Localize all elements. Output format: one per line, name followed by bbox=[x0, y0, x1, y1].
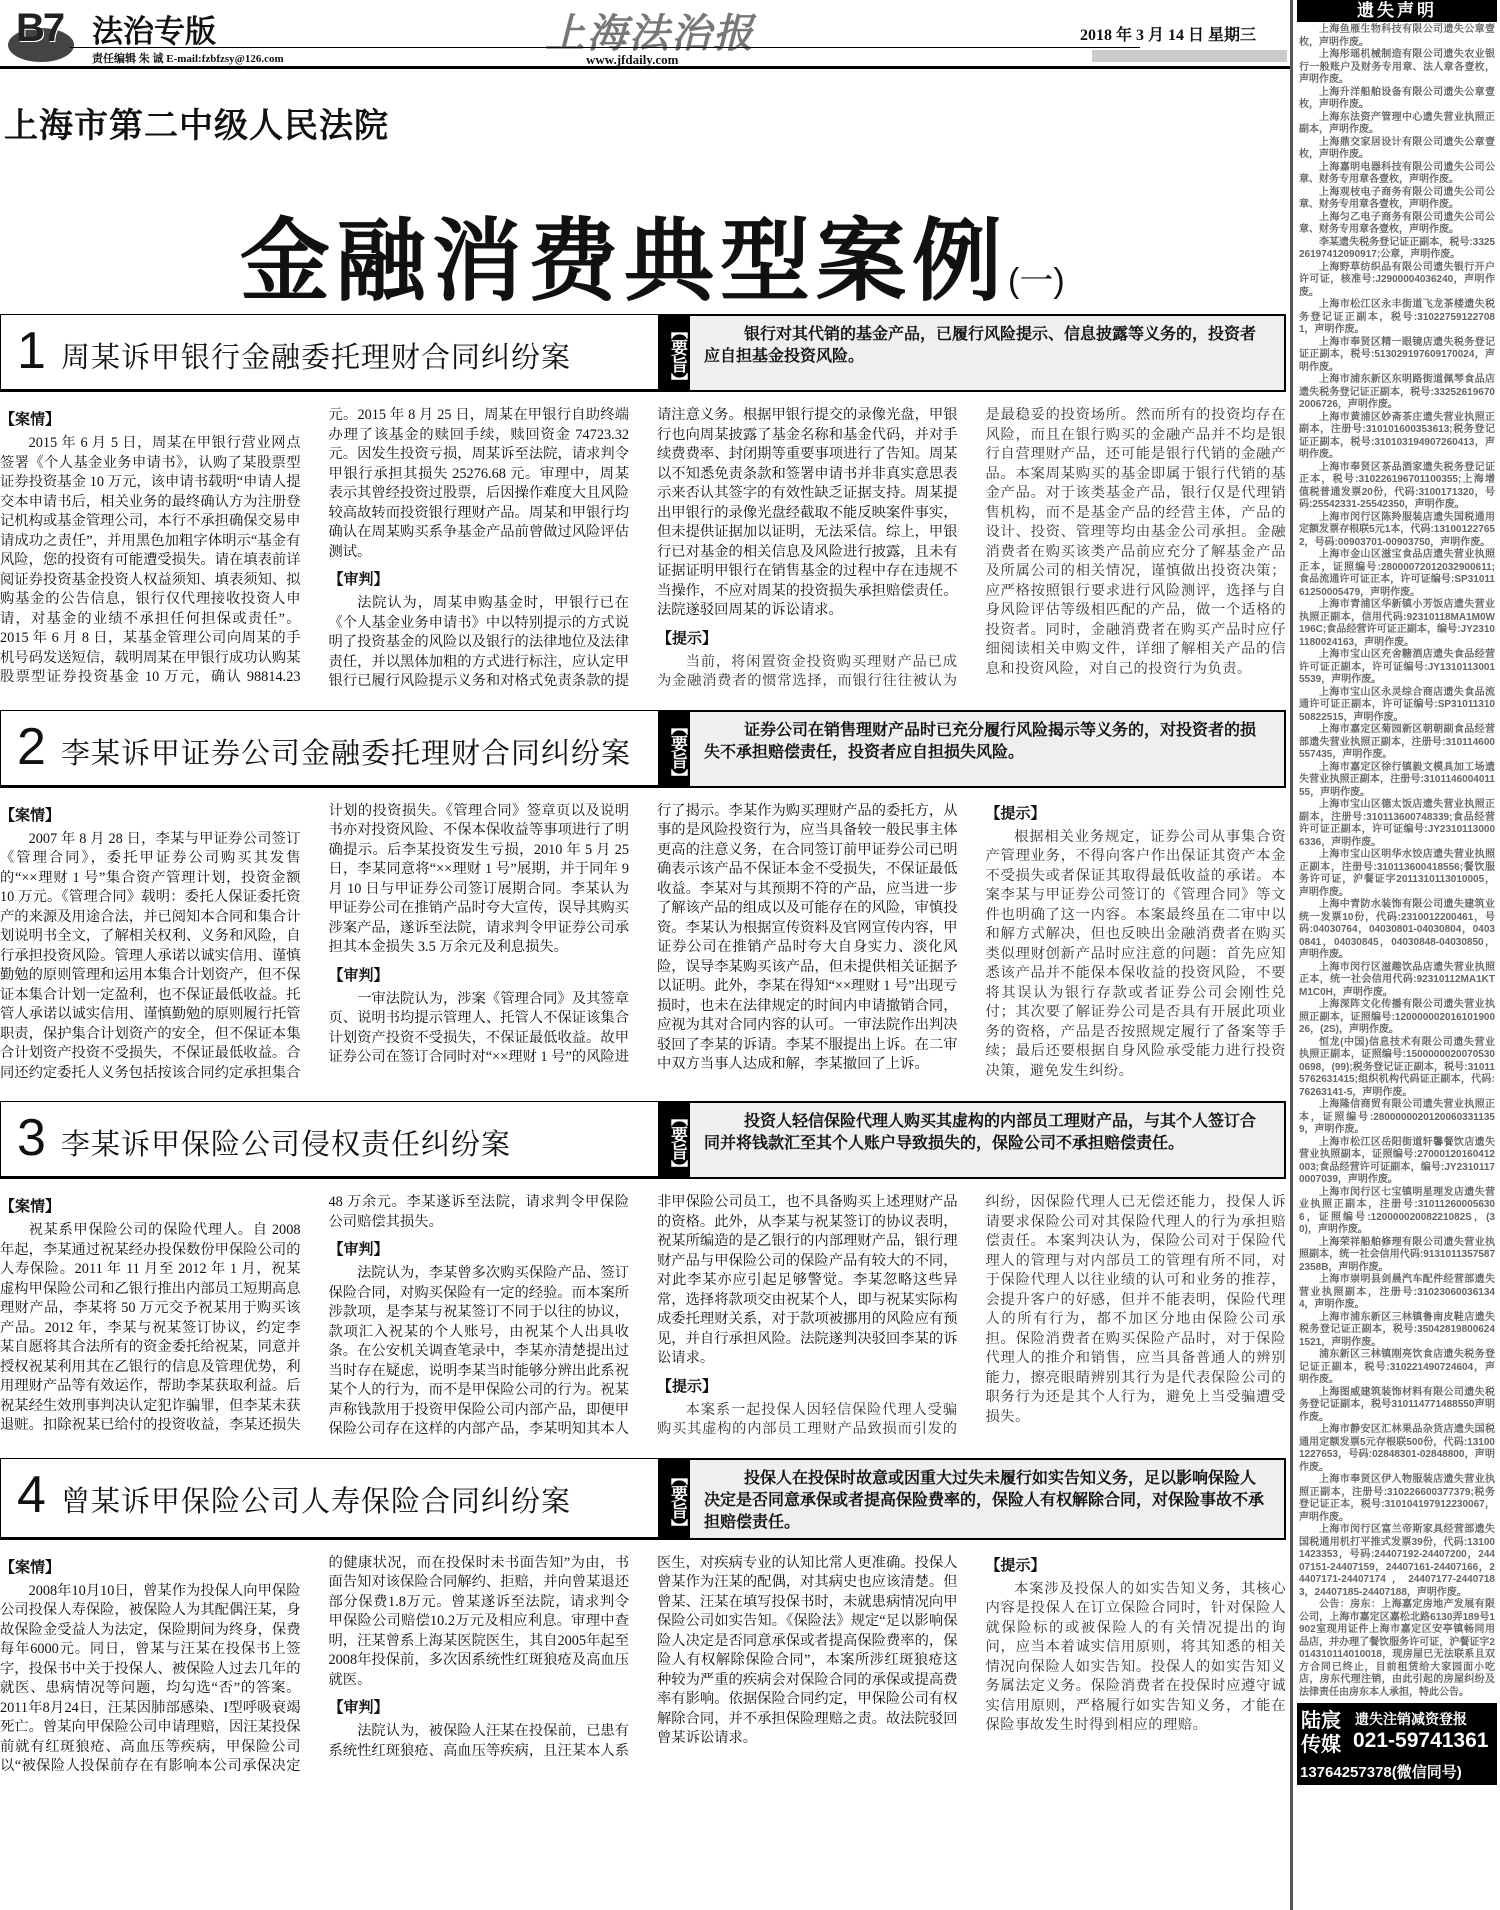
decorative-bar bbox=[1092, 50, 1287, 62]
case-article bbox=[0, 1101, 1286, 1440]
masthead bbox=[0, 0, 1290, 70]
judgment-text: 法院认为，李某曾多次购买保险产品、签订保险合同，对购买保险有一定的经验。而本案所涉款项，是李某与祝某签订不同于以往的协议，款项汇入祝某的个人账号，由祝某个人出具收条。在公安机关调查笔录中，李某亦清楚提出过当时存在疑虑，说明李某当时能够分辨出此系祝某个人的行为，而不是甲保险公司的行为。祝某声称钱款用于投资甲保险公司内部产品，即便甲保险公司存在这样的内部产品，李某明知其本人非甲保险公司员工，也不具备购买上述理财产品的资格。此外，从李某与祝某签订的协议表明，祝某所编造的是乙银行的内部理财产品，银行理财产品与甲保险公司的保险产品有较大的不同，对此李某亦应引起足够警觉。李某忽略这些异常，选择将款项交由祝某个人，即与祝某实际构成委托理财关系，对于款项被挪用的风险应有预见，并自行承担风险。法院遂判决驳回李某的诉讼请求。 bbox=[328, 1194, 958, 1437]
lost-notice-item: 上海市宝山区充舍糖酒店遗失食品经营许可证正副本，许可证编号:JY13101130015539，声明作废。 bbox=[1299, 649, 1495, 685]
judgment-text: 法院认为，周某申购基金时，甲银行已在《个人基金业务申请书》中以特别提示的方式说明了投资基金的风险以及银行的法律地位及法律责任，并以黑体加粗的方式进行标注，应认定甲银行已履行风险提示义务和对格式免责条款的提请注意义务。根据甲银行提交的录像光盘，甲银行也向周某披露了基金名称和基金代码，并对手续费费率、封闭期等重要事项进行了告知。周某以不知悉免责条款和签署申请书并非真实意思表示来否认其签字的有效性缺乏证据支持。周某提出甲银行的录像光盘经截取不能反映案件事实，但未提供证据加以证明，无法采信。综上，甲银行已对基金的相关信息及风险进行披露，且未有证据证明甲银行在销售基金的过程中存在违规不当操作，不应对周某的投资损失承担赔偿责任。法院遂驳回周某的诉讼请求。 bbox=[328, 407, 958, 689]
gist-label: 【要旨】 bbox=[660, 1460, 690, 1538]
case-number: 3 bbox=[17, 1109, 46, 1167]
newspaper-logo: 上海法治报 bbox=[545, 11, 755, 56]
judgment-text: 法院认为，被保险人汪某在投保前，已患有系统性红斑狼疮、高血压等疾病，且汪某本人系医生，对疾病专业的认知比常人更准确。投保人曾某作为汪某的配偶，对其病史也应该清楚。但曾某、汪某在填写投保书时，未就患病情况向甲保险公司如实告知。《保险法》规定“足以影响保险人决定是否同意承保或者提高保险费率的，保险人有权解除保险合同”，本案所涉红斑狼疮这种较为严重的疾病会对保险合同的承保或提高费率有影响。依据保险合同约定，甲保险公司有权解除合同，并不承担保险理赔之责。故法院驳回曾某诉讼请求。 bbox=[328, 1554, 958, 1759]
tip-heading: 【提示】 bbox=[657, 629, 718, 647]
lost-notice-item: 浦东新区三林镇刚亮饮食店遗失税务登记证正副本，税号:310221490724604，声明作废。 bbox=[1299, 1349, 1495, 1385]
lost-notice-item: 上海荣祥船舶修理有限公司遗失营业执照副本，统一社会信用代码:91310113575872358B，声明作废。 bbox=[1299, 1236, 1495, 1273]
tip-text: 本案涉及投保人的如实告知义务，其核心内容是投保人在订立保险合同时，针对保险人就保险标的或被保险人的有关情况提出的询问，应当本着诚实信用原则，将其知悉的相关情况向保险人如实告知。投保人的如实告知义务属法定义务。保险消费者在投保时应遵守诚实信用原则，严格履行如实告知义务，才能在保险事故发生时得到相应的理赔。 bbox=[985, 1580, 1286, 1733]
cases-container bbox=[0, 314, 1286, 1795]
case-number: 4 bbox=[17, 1465, 46, 1524]
case-gist-box bbox=[658, 710, 1286, 788]
page-number-logo: B7 bbox=[6, 6, 76, 62]
case-article bbox=[0, 314, 1286, 692]
gist-text: 银行对其代销的基金产品，已履行风险提示、信息披露等义务的，投资者应自担基金投资风险。 bbox=[704, 326, 1257, 365]
tip-heading: 【提示】 bbox=[985, 1556, 1046, 1574]
lost-notice-item: 上海市嘉定区徐行镇毅文模具加工场遗失营业执照正副本，注册号:310114600401155，声明作废。 bbox=[1299, 761, 1495, 798]
title-part: (一) bbox=[1008, 262, 1065, 300]
lost-notice-item: 上海中青防水装饰有限公司遗失建筑业统一发票10份，代码:2310012200461，号码:04030764，04030801-04030804，04030841，04030845，04030848-04030850，声明作废。 bbox=[1299, 899, 1495, 960]
court-name: 上海市第二中级人民法院 bbox=[4, 108, 389, 145]
facts-heading: 【案情】 bbox=[0, 1558, 61, 1576]
website-link[interactable]: www.jfdaily.com bbox=[586, 52, 679, 67]
gist-text: 证券公司在销售理财产品时已充分履行风险揭示等义务的，对投资者的损失不承担赔偿责任，投资者应自担损失风险。 bbox=[704, 721, 1257, 761]
lost-notice-item: 上海市奉贤区伊人物服装店遗失营业执照正副本，注册号:310226600377379;税务登记证正本，税号:310104197912230067，声明作废。 bbox=[1299, 1474, 1495, 1523]
case-title: 李某诉甲证券公司金融委托理财合同纠纷案 bbox=[61, 737, 632, 770]
tip-text: 根据相关业务规定，证券公司从事集合资产管理业务，不得向客户作出保证其资产本金不受损失或者保证其取得最低收益的承诺。本案李某与甲证券公司签订的《管理合同》等文件也明确了这一内容。本案最终虽在二审中以和解方式解决，但也反映出金融消费者在购买类似理财创新产品时应注意的问题：首先应知悉该产品并不能保本保收益的投资风险，不要将其误认为银行存款或者证券公司会刚性兑付；其次要了解证券公司是否具有开展此项业务的资格，产品是否按照规定履行了备案等手续；最后还要根据自身风险承受能力进行投资决策，避免发生纠纷。 bbox=[985, 828, 1286, 1079]
lost-notice-item: 上海匀乙电子商务有限公司遗失公司公章、财务专用章各壹枚，声明作废。 bbox=[1299, 211, 1495, 235]
gist-label: 【要旨】 bbox=[660, 316, 690, 390]
lost-notice-item: 上海市奉贤区精一眼镜店遗失税务登记证正副本，税号:513029197609170024，声明作废。 bbox=[1299, 336, 1495, 373]
lost-notice-item: 上海市崇明县剑晨汽车配件经营部遗失营业执照副本，注册号:310230600361344，声明作废。 bbox=[1299, 1274, 1495, 1310]
case-article bbox=[0, 1458, 1286, 1777]
divider bbox=[0, 66, 1290, 69]
gist-label: 【要旨】 bbox=[660, 1103, 690, 1177]
lost-notice-header: 遗失声明 bbox=[1297, 0, 1497, 22]
facts-text: 2008年10月10日，曾某作为投保人向甲保险公司投保人寿保险，被保险人为其配偶汪某，身故保险金受益人为法定，保险期间为终身，保费每年6000元。同日，曾某与汪某在投保书上签字，投保书中关于投保人、被保险人过去几年的就医、患病情况等问题，均勾选“否”的答案。2011年8月24日，汪某因肺部感染、I型呼吸衰竭死亡。曾某向甲保险公司申请理赔，因汪某投保前就有红斑狼疮、高血压等疾病，甲保险公司以“被保险人投保前存在有影响本公司承保决定的健康状况，而在投保时未书面告知”为由，书面告知对该保险合同解约、拒赔，并向曾某退还部分保费1.8万元。曾某遂诉至法院，请求判令甲保险公司赔偿10.2万元及相应利息。审理中查明，汪某曾系上海某医院医生，其自2005年起至2008年投保前，多次因系统性红斑狼疮及高血压就医。 bbox=[0, 1554, 629, 1774]
lost-notice-item: 公告：房东：上海嘉定房地产发展有限公司，上海市嘉定区嘉松北路6130弄189号1902室现用证件上海市嘉定区安亭镇畅同用品店，并办理了餐饮服务许可证，沪餐证字2014310114010018，现房屋已无法联系且双方合同已终止，目前租赁给大家园面小吃店，房东代理注销，由此引起的房屋纠纷及法律责任由房东本人承担，特此公告。 bbox=[1299, 1599, 1495, 1698]
lost-notice-item: 上海市青浦区华新镇小芳饭店遗失营业执照正副本，信用代码:92310118MA1M0W196C;食品经营许可证正副本，编号:JY23101180024163，声明作废。 bbox=[1299, 599, 1495, 648]
lost-notice-item: 上海市闵行区七宝镇明星理发店遗失营业执照正副本，注册号:310112600056306，证照编号:12000002008221082S，(30)，声明作废。 bbox=[1299, 1186, 1495, 1235]
gist-label: 【要旨】 bbox=[660, 712, 690, 786]
ad-brand: 陆宸传媒 bbox=[1301, 1710, 1341, 1756]
case-gist-box bbox=[658, 314, 1286, 392]
lost-notice-item: 上海市静安区汇林果品杂货店遗失国税通用定额发票5元存根联500份，代码:131001227653，号码:02848301-02848800，声明作废。 bbox=[1299, 1424, 1495, 1473]
lost-notice-item: 上海图威建筑装饰材料有限公司遗失税务登记证副本，税号310114771488550声明作废。 bbox=[1299, 1386, 1495, 1423]
judgment-text: 一审法院认为，涉案《管理合同》及其签章页、说明书均提示管理人、托管人不保证该集合计划资产投资不受损失，不保证最低收益。故甲证券公司在签订合同时对“××理财 1 号”的风险进行了揭示。李某作为购买理财产品的委托方，从事的是风险投资行为，应当具备较一般民事主体更高的注意义务，在合同签订前甲证券公司已明确表示该产品不保证本金不受损失，不保证最低收益。李某对与其预期不符的产品，应当进一步了解该产品的组成以及可能存在的风险，审慎投资。李某认为根据宣传资料及官网宣传内容，甲证券公司在推销产品时夸大自身实力、淡化风险，误导李某购买该产品，但未提供相关证据予以证明。此外，李某在得知“××理财 1 号”出现亏损时，也未在法律规定的时间内申请撤销合同，应视为其对合同内容的认可。一审法院作出判决驳回了李某的诉请。李某不服提出上诉。在二审中双方当事人达成和解，李某撤回了上诉。 bbox=[328, 802, 958, 1072]
lost-notice-item: 上海东法资产管理中心遗失营业执照正副本，声明作废。 bbox=[1299, 111, 1495, 135]
facts-heading: 【案情】 bbox=[0, 1198, 61, 1215]
ad-mobile: 13764257378(微信同号) bbox=[1300, 1764, 1462, 1781]
lost-notice-item: 上海升洋船舶设备有限公司遗失公章壹枚，声明作废。 bbox=[1299, 86, 1495, 110]
facts-text: 祝某系甲保险公司的保险代理人。自 2008 年起，李某通过祝某经办投保数份甲保险公司的人寿保险。2011 年 11 月至 2012 年 1 月，祝某虚构甲保险公司和乙银行推出内部员工短期高息理财产品，李某将 50 万元交予祝某用于购买该产品。2012 年，李某与祝某签订协议，约定李某自愿将其合法所有的资金委托给祝某，同意并授权祝某利用其在乙银行的信息及管理优势，利用理财产品等有效运作，帮助李某获取利益。后祝某经生效刑事判决认定犯诈骗罪，但李某未获退赃。扣除祝某已给付的投资收益，李某还损失 48 万余元。李某遂诉至法院，请求判令甲保险公司赔偿其损失。 bbox=[0, 1194, 629, 1433]
lost-notice-item: 上海市松江区岳阳街道轩馨餐饮店遗失营业执照副本，证照编号:27000120160412003;食品经营许可证副本，编号:JY23101170007039，声明作废。 bbox=[1299, 1136, 1495, 1185]
tip-text: 当前，将闲置资金投资购买理财产品已成为金融消费者的惯常选择，而银行往往被认为是最稳妥的投资场所。然而所有的投资均存在风险，而且在银行购买的金融产品并不均是银行自营理财产品，还可能是银行代销的金融产品。本案周某购买的基金即属于银行代销的基金产品。对于该类基金产品，银行仅是代理销售机构，而不是基金产品的经营主体，产品的设计、投资、管理等均由基金公司承担。金融消费者在购买该类产品前应充分了解基金产品及所属公司的相关情况，谨慎做出投资决策；应严格按照银行要求进行风险测评，选择与自身风险评估等级相匹配的产品，做一个适格的投资者。同时，金融消费者在购买产品时应仔细阅读相关申购文件，详细了解相关产品的信息和投资风险，对自己的投资行为负责。 bbox=[657, 407, 1286, 689]
ad-service: 遗失注销减资登报 bbox=[1355, 1711, 1467, 1727]
issue-date: 2018 年 3 月 14 日 星期三 bbox=[1080, 27, 1257, 44]
lost-notice-list bbox=[1297, 22, 1497, 1703]
lost-notice-item: 上海彤瑶机械制造有限公司遗失农业银行一般账户及财务专用章、法人章各壹枚，声明作废。 bbox=[1299, 49, 1495, 85]
lost-notice-item: 上海野草纺织品有限公司遗失银行开户许可证，核准号:J2900004036240，声明作废。 bbox=[1299, 261, 1495, 298]
case-title: 曾某诉甲保险公司人寿保险合同纠纷案 bbox=[61, 1485, 572, 1518]
lost-notice-item: 上海市金山区滋宝食品店遗失营业执照正本，证照编号:28000072012032900611;食品流通许可证正本，许可证编号:SP3101161250005479，声明作废。 bbox=[1299, 549, 1495, 598]
case-header bbox=[0, 1458, 658, 1540]
tip-heading: 【提示】 bbox=[657, 1377, 718, 1395]
case-body bbox=[0, 802, 1286, 1084]
lost-notice-item: 上海深阵文化传播有限公司遗失营业执照正副本，证照编号:12000000201610190026，(2S)，声明作废。 bbox=[1299, 999, 1495, 1035]
gist-text: 投资人轻信保险代理人购买其虚构的内部员工理财产品，与其个人签订合同并将钱款汇至其个人账户导致损失的，保险公司不承担赔偿责任。 bbox=[704, 1113, 1257, 1152]
case-gist-box bbox=[658, 1101, 1286, 1179]
case-gist-box bbox=[658, 1458, 1286, 1540]
divider bbox=[70, 47, 1140, 48]
editor-credit: 责任编辑 朱 诚 E-mail:fzbfzsy@126.com bbox=[92, 53, 284, 65]
lost-notice-item: 上海鼎交家居设计有限公司遗失公章壹枚，声明作废。 bbox=[1299, 136, 1495, 160]
section-name: 法治专版 bbox=[92, 14, 216, 49]
lost-notice-item: 上海鱼雁生物科技有限公司遗失公章壹枚，声明作废。 bbox=[1299, 24, 1495, 48]
lost-notice-item: 上海市浦东新区东明路街道佩琴食品店遗失税务登记证正副本，税号:332526196702006726，声明作废。 bbox=[1299, 374, 1495, 410]
tip-heading: 【提示】 bbox=[985, 804, 1046, 822]
case-body bbox=[0, 1193, 1286, 1440]
judgment-heading: 【审判】 bbox=[328, 1241, 389, 1258]
lost-notice-item: 上海隆信商贸有限公司遗失营业执照正本，证照编号:28000000201200603311359，声明作废。 bbox=[1299, 1099, 1495, 1135]
title-main: 金融消费典型案例 bbox=[240, 212, 1008, 312]
judgment-heading: 【审判】 bbox=[328, 571, 389, 588]
lost-notice-item: 上海嘉明电器科技有限公司遗失公司公章、财务专用章各壹枚，声明作废。 bbox=[1299, 161, 1495, 185]
lost-notice-item: 上海市黄浦区妙斋茶庄遗失营业执照正副本，注册号:310101600353613;税务登记证正副本，税号:310103194907260413，声明作废。 bbox=[1299, 411, 1495, 460]
case-number: 1 bbox=[17, 322, 46, 380]
lost-notice-item: 上海市奉贤区茶品酒家遗失税务登记证正本，税号:310226196701100355;上海增值税普通发票20份，代码:3100171320，号码:25542331-25542350，声明作废。 bbox=[1299, 461, 1495, 510]
lost-notice-item: 上海市松江区永丰街道飞龙茶楼遗失税务登记证正副本，税号:310227591227081，声明作废。 bbox=[1299, 299, 1495, 335]
column-divider bbox=[1290, 0, 1293, 1910]
case-number: 2 bbox=[17, 717, 46, 776]
lost-notice-item: 上海市宝山区德太饭店遗失营业执照正副本，注册号:310113600748339;食品经营许可证正副本，许可证编号:JY23101130006336，声明作废。 bbox=[1299, 799, 1495, 848]
lost-notice-item: 李某遗失税务登记证正副本，税号:332526197412090917;公章，声明作废。 bbox=[1299, 236, 1495, 260]
case-body bbox=[0, 1554, 1286, 1777]
gist-text: 投保人在投保时故意或因重大过失未履行如实告知义务，足以影响保险人决定是否同意承保或者提高保险费率的，保险人有权解除合同，对保险事故不承担赔偿责任。 bbox=[704, 1469, 1265, 1531]
case-header bbox=[0, 710, 658, 788]
facts-text: 2015 年 6 月 5 日，周某在甲银行营业网点签署《个人基金业务申请书》，认购了某股票型证券投资基金 10 万元，该申请书载明“申请人提交本申请书后，相关业务的最终确认方为注册登记机构或基金管理公司，本行不承担确保交易申请成功之责任”，并用黑色加粗字体明示“基金有风险，您的投资有可能遭受损失。请在填表前详阅证券投资基金投资人权益须知、填表须知、拟购基金的公告信息，银行仅代理接收投资人申请，对基金的业绩不承担任何担保或责任”。2015 年 6 月 8 日，某基金管理公司向周某的手机号码发送短信，载明周某在甲银行成功认购某股票型证券投资基金 10 万元，确认 98814.23 元。2015 年 8 月 25 日，周某在甲银行自助终端办理了该基金的赎回手续，赎回资金 74723.32 元。因发生投资亏损，周某诉至法院，请求判令甲银行承担其损失 25276.68 元。审理中，周某表示其曾经投资过股票，后因操作难度大且风险较高故转而投资银行理财产品。周某和甲银行均确认在周某购买系争基金产品前曾做过风险评估测试。 bbox=[0, 407, 629, 685]
case-header bbox=[0, 314, 658, 392]
tip-text: 本案系一起投保人因轻信保险代理人受骗购买其虚构的内部员工理财产品致损而引发的纠纷，因保险代理人已无偿还能力，投保人诉请要求保险公司对其保险代理人的行为承担赔偿责任。本案判决认为，保险公司对于保险代理人的管理与对内部员工的管理有所不同，对于保险代理人以往业绩的认可和业务的推荐，会提升客户的好感，但并不能表明，保险代理人的所有行为，都不加区分地由保险公司承担。保险消费者在购买保险产品时，对于保险代理人的推介和销售，应当具备普通人的辨别能力，擦亮眼睛辨别其行为是代表保险公司的职务行为还是其个人行为，避免上当受骗遭受损失。 bbox=[657, 1194, 1286, 1437]
lost-notice-item: 上海市闵行区富兰帝斯家具经营部遗失国税通用机打平推式发票39份，代码:131001423353，号码:24407192-24407200，24407151-24407159，24407161-24407166，24407171-24407174，24407177-24407183，24407185-24407188，声明作废。 bbox=[1299, 1524, 1495, 1598]
facts-text: 2007 年 8 月 28 日，李某与甲证券公司签订《管理合同》，委托甲证券公司购买其发售的“××理财 1 号”集合资产管理计划，投资金额 10 万元。《管理合同》载明：委托人保证委托资产的来源及用途合法，并已阅知本合同和集合计划说明书全文，了解相关权利、义务和风险，自行承担投资风险。管理人承诺以诚实信用、谨慎勤勉的原则管理和运用本集合计划资产，但不保证本集合计划一定盈利，也不保证最低收益。托管人承诺以诚实信用、谨慎勤勉的原则履行托管职责，保护集合计划资产的安全，但不保证本集合计划资产投资不受损失，不保证最低收益。合同还约定委托人义务包括按该合同约定承担集合计划的投资损失。《管理合同》签章页以及说明书亦对投资风险、不保本保收益等事项进行了明确提示。后李某投资发生亏损，2010 年 5 月 25 日，李某同意将“××理财 1 号”展期，并于同年 9 月 10 日与甲证券公司签订展期合同。李某认为甲证券公司在推销产品时夸大宣传，误导其购买涉案产品，遂诉至法院，请求判令甲证券公司承担其本金损失 3.5 万余元及利息损失。 bbox=[0, 802, 629, 1081]
case-body bbox=[0, 406, 1286, 692]
lost-notice-item: 上海观枝电子商务有限公司遗失公司公章、财务专用章各壹枚，声明作废。 bbox=[1299, 186, 1495, 210]
facts-heading: 【案情】 bbox=[0, 806, 61, 824]
lost-notice-item: 上海市宝山区明华水饺店遗失营业执照正副本，注册号:310113600418556;餐饮服务许可证，沪餐证字2011310113010005，声明作废。 bbox=[1299, 849, 1495, 898]
lost-notice-item: 上海市宝山区永灵综合商店遗失食品流通许可证正副本，许可证编号:SP3101131050822515，声明作废。 bbox=[1299, 686, 1495, 723]
case-title: 周某诉甲银行金融委托理财合同纠纷案 bbox=[61, 342, 572, 374]
facts-heading: 【案情】 bbox=[0, 411, 61, 428]
lost-notice-item: 上海市浦东新区三林镇鲁南皮鞋店遗失税务登记证正副本，税号:350428198006241521，声明作废。 bbox=[1299, 1311, 1495, 1348]
judgment-heading: 【审判】 bbox=[328, 966, 389, 984]
judgment-heading: 【审判】 bbox=[328, 1699, 389, 1716]
case-title: 李某诉甲保险公司侵权责任纠纷案 bbox=[61, 1129, 512, 1161]
case-article bbox=[0, 710, 1286, 1084]
lost-notice-item: 上海市闵行区滋趣饮品店遗失营业执照正本，统一社会信用代码:92310112MA1KTM1C0H，声明作废。 bbox=[1299, 961, 1495, 998]
advertisement-box bbox=[1297, 1703, 1497, 1785]
lost-notice-item: 上海市闵行区陈羚服装店遗失国税通用定额发票存根联5元1本，代码:131001227652，号码:00903701-00903750，声明作废。 bbox=[1299, 511, 1495, 548]
page-title bbox=[240, 188, 1065, 318]
ad-phone: 021-59741361 bbox=[1353, 1729, 1489, 1752]
lost-notice-item: 上海市嘉定区菊园新区朝朝副食品经营部遗失营业执照正副本，注册号:310114600557435，声明作废。 bbox=[1299, 724, 1495, 760]
case-header bbox=[0, 1101, 658, 1179]
lost-notice-column bbox=[1297, 0, 1497, 1785]
lost-notice-item: 恒龙(中国)信息技术有限公司遗失营业执照正副本，证照编号:15000000200705300698，(99);税务登记证正副本，税号:310115762631415;组织机构代码证正副本，代码:76263141-5，声明作废。 bbox=[1299, 1036, 1495, 1098]
